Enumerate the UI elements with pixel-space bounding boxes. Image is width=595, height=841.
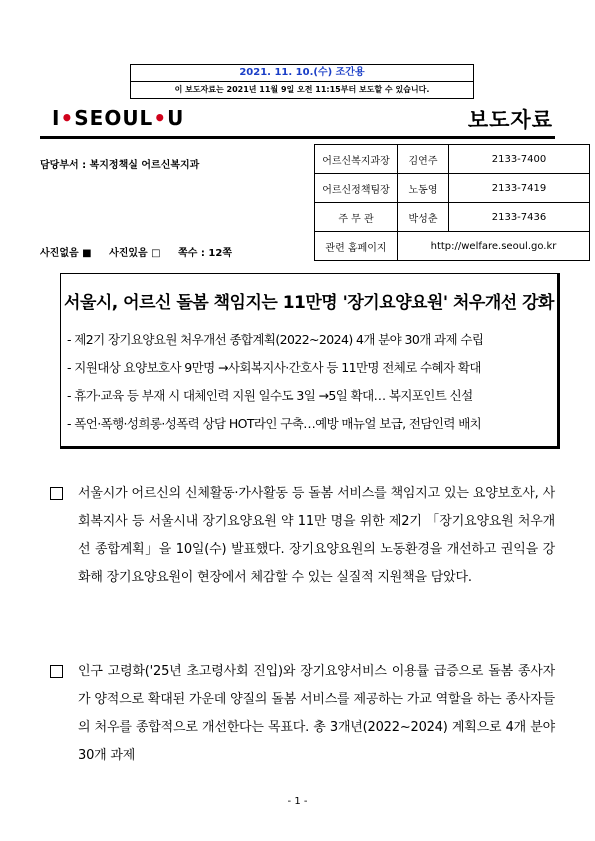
contact-role: 어르신복지과장 — [315, 145, 398, 174]
paragraph-text: 인구 고령화('25년 초고령사회 진입)와 장기요양서비스 이용률 급증으로 돌봄 종사자가 양적으로 확대된 가운데 양질의 돌봄 서비스를 제공하는 가교 역할을 하는 종사자들의 처우를 종합적으로 개선한다는 목표다. 총 3개년(2022~2024) 계획으로 4개 분야 30개 과제 — [78, 664, 555, 763]
seoul-logo: I•SEOUL•U — [52, 106, 185, 130]
press-release-label: 보도자료 — [467, 108, 553, 132]
contact-row — [315, 145, 590, 174]
bullet-box-icon — [50, 665, 63, 678]
no-photo-flag: 사진없음 ■ — [40, 248, 92, 259]
contact-role: 관련 홈페이지 — [315, 232, 398, 261]
headline-box — [60, 273, 560, 449]
with-photo-flag: 사진있음 □ — [109, 248, 161, 259]
embargo-box — [130, 64, 474, 99]
contact-phone: 2133-7400 — [449, 145, 590, 174]
embargo-note: 이 보도자료는 2021년 11월 9일 오전 11:15부터 보도할 수 있습니다. — [174, 85, 430, 94]
subpoint: - 지원대상 요양보호사 9만명 →사회복지사·간호사 등 11만명 전체로 수혜자 확대 — [67, 360, 481, 375]
contact-role: 주 무 관 — [315, 203, 398, 232]
body-paragraph — [50, 480, 555, 592]
body-paragraph — [50, 658, 555, 770]
subpoint: - 휴가·교육 등 부재 시 대체인력 지원 일수도 3일 →5일 확대… 복지포인트 신설 — [67, 388, 473, 403]
contact-row — [315, 232, 590, 261]
subpoint: - 제2기 장기요양요원 처우개선 종합계획(2022~2024) 4개 분야 30개 과제 수립 — [67, 332, 484, 347]
homepage-link[interactable]: http://welfare.seoul.go.kr — [398, 232, 590, 261]
photo-info — [40, 244, 246, 259]
headline-subpoints — [67, 326, 483, 438]
department-label: 담당부서 : 복지정책실 어르신복지과 — [40, 160, 200, 171]
header-rule — [40, 136, 555, 139]
contact-name: 노동영 — [398, 174, 449, 203]
contact-row — [315, 203, 590, 232]
headline-title: 서울시, 어르신 돌봄 책임지는 11만명 '장기요양요원' 처우개선 강화 — [64, 293, 554, 313]
contact-name: 김연주 — [398, 145, 449, 174]
contact-phone: 2133-7436 — [449, 203, 590, 232]
contact-role: 어르신정책팀장 — [315, 174, 398, 203]
bullet-box-icon — [50, 487, 63, 500]
contact-row — [315, 174, 590, 203]
contact-name: 박성춘 — [398, 203, 449, 232]
page-count: 쪽수 : 12쪽 — [178, 248, 232, 259]
contact-table — [314, 144, 590, 261]
contact-phone: 2133-7419 — [449, 174, 590, 203]
embargo-date: 2021. 11. 10.(수) 조간용 — [131, 65, 473, 82]
page-number: - 1 - — [287, 796, 308, 807]
subpoint: - 폭언·폭행·성희롱·성폭력 상담 HOT라인 구축…예방 매뉴얼 보급, 전담인력 배치 — [67, 416, 482, 431]
paragraph-text: 서울시가 어르신의 신체활동·가사활동 등 돌봄 서비스를 책임지고 있는 요양보호사, 사회복지사 등 서울시내 장기요양요원 약 11만 명을 위한 제2기 「장기요양요원 처우개선 종합계획」을 10일(수) 발표했다. 장기요양요원의 노동환경을 개선하고 권익을 강화해 장기요양요원이 현장에서 체감할 수 있는 실질적 지원책을 담았다. — [78, 486, 555, 585]
